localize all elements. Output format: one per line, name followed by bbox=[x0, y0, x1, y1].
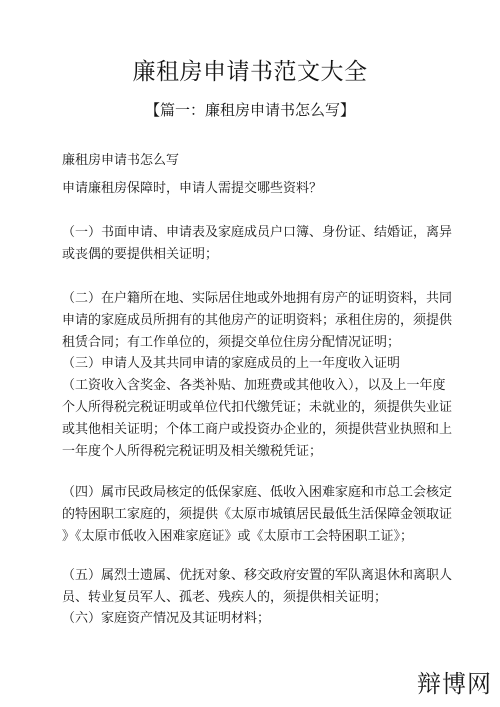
paragraph-line: （工资收入含奖金、各类补贴、加班费或其他收入），以及上一年度 bbox=[62, 378, 446, 393]
requirement-item-3 bbox=[62, 353, 453, 463]
question-heading bbox=[62, 178, 450, 200]
paragraph-line: 员、转业复员军人、孤老、残疾人的，须提供相关证明； bbox=[62, 590, 388, 605]
paragraph-line: 个人所得税完税证明或单位代扣代缴凭证；未就业的，须提供失业证 bbox=[62, 400, 453, 415]
heading-text: 廉租房申请书怎么写 bbox=[62, 153, 180, 168]
requirement-item-5 bbox=[62, 565, 453, 609]
paragraph-line: 申请的家庭成员所拥有的其他房产的证明资料；承租住房的，须提供 bbox=[62, 313, 453, 328]
paragraph-line: （一）书面申请、申请表及家庭成员户口簿、身份证、结婚证，离异 bbox=[62, 225, 453, 240]
paragraph-line: （五）属烈士遗属、优抚对象、移交政府安置的军队离退休和离职人 bbox=[62, 568, 453, 583]
requirement-item-2 bbox=[62, 288, 453, 354]
paragraph-line: 租赁合同；有工作单位的，须提交单位住房分配情况证明； bbox=[62, 335, 401, 350]
section-heading bbox=[62, 150, 450, 172]
document-title: 廉租房申请书范文大全 bbox=[132, 59, 368, 85]
paragraph-line: 或其他相关证明；个体工商户或投资办企业的，须提供营业执照和上 bbox=[62, 422, 453, 437]
requirement-item-1 bbox=[62, 222, 453, 266]
paragraph-line: （四）属市民政局核定的低保家庭、低收入困难家庭和市总工会核定 bbox=[62, 485, 453, 500]
paragraph-line: 一年度个人所得税完税证明及相关缴税凭证； bbox=[62, 444, 323, 459]
paragraph-line: 的特困职工家庭的，须提供《太原市城镇居民最低生活保障金领取证 bbox=[62, 507, 453, 522]
paragraph-line: （六）家庭资产情况及其证明材料； bbox=[62, 611, 271, 626]
paragraph-line: 》《太原市低收入困难家庭证》或《太原市工会特困职工证》； bbox=[62, 529, 414, 544]
paragraph-line: （二）在户籍所在地、实际居住地或外地拥有房产的证明资料，共同 bbox=[62, 291, 453, 306]
paragraph-line: （三）申请人及其共同申请的家庭成员的上一年度收入证明 bbox=[62, 356, 401, 371]
paragraph-line: 或丧偶的要提供相关证明； bbox=[62, 247, 219, 262]
question-text: 申请廉租房保障时，申请人需提交哪些资料？ bbox=[62, 181, 323, 196]
site-watermark: 辩博网 bbox=[417, 670, 492, 698]
requirement-item-4 bbox=[62, 482, 453, 548]
document-subtitle: 【篇一：廉租房申请书怎么写】 bbox=[144, 101, 355, 119]
requirement-item-6 bbox=[62, 608, 450, 630]
